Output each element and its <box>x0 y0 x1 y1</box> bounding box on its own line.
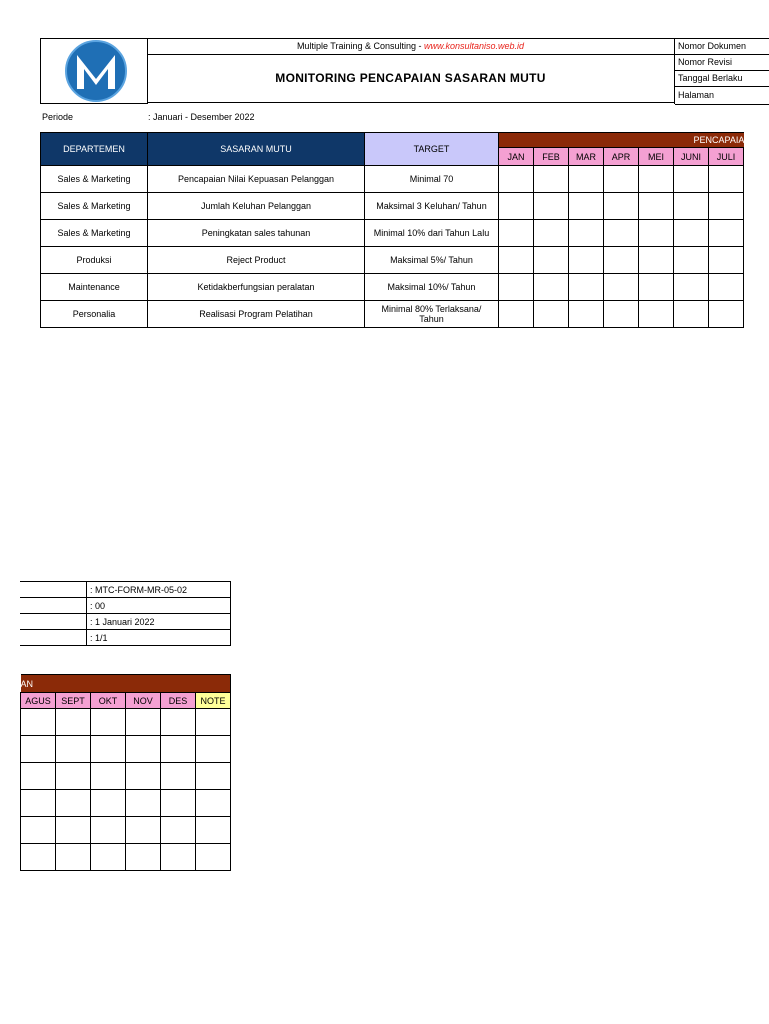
meta-blank-cell <box>20 598 87 614</box>
company-website-link[interactable]: www.konsultaniso.web.id <box>424 41 525 51</box>
cell-month-input[interactable] <box>534 220 569 247</box>
company-logo <box>40 38 148 104</box>
cell-month-input[interactable] <box>639 274 674 301</box>
cell-month-input[interactable] <box>21 736 56 763</box>
header-departemen: DEPARTEMEN <box>41 133 148 166</box>
cell-month-input[interactable] <box>126 790 161 817</box>
month-mei: MEI <box>639 148 674 166</box>
cell-month-input[interactable] <box>21 763 56 790</box>
document-title: MONITORING PENCAPAIAN SASARAN MUTU <box>147 54 674 103</box>
table-row <box>41 301 744 328</box>
month-header-row <box>21 693 231 709</box>
cell-note-input[interactable] <box>196 763 231 790</box>
cell-month-input[interactable] <box>569 301 604 328</box>
month-feb: FEB <box>534 148 569 166</box>
month-juli: JULI <box>709 148 744 166</box>
cell-month-input[interactable] <box>639 301 674 328</box>
cell-target: Maksimal 10%/ Tahun <box>365 274 499 301</box>
cell-target: Maksimal 3 Keluhan/ Tahun <box>365 193 499 220</box>
cell-note-input[interactable] <box>196 844 231 871</box>
cell-month-input[interactable] <box>709 220 744 247</box>
meta-row <box>20 614 231 630</box>
cell-month-input[interactable] <box>534 193 569 220</box>
month-nov: NOV <box>126 693 161 709</box>
cell-month-input[interactable] <box>499 247 534 274</box>
document-meta-values <box>20 581 231 646</box>
cell-month-input[interactable] <box>534 247 569 274</box>
cell-month-input[interactable] <box>534 301 569 328</box>
cell-month-input[interactable] <box>56 763 91 790</box>
table-row <box>21 709 231 736</box>
cell-sasaran: Jumlah Keluhan Pelanggan <box>148 193 365 220</box>
cell-target: Minimal 10% dari Tahun Lalu <box>365 220 499 247</box>
cell-note-input[interactable] <box>196 736 231 763</box>
cell-month-input[interactable] <box>499 274 534 301</box>
cell-month-input[interactable] <box>639 247 674 274</box>
cell-month-input[interactable] <box>674 247 709 274</box>
document-header <box>40 38 768 104</box>
cell-month-input[interactable] <box>499 193 534 220</box>
cell-target: Maksimal 5%/ Tahun <box>365 247 499 274</box>
cell-dept: Sales & Marketing <box>41 166 148 193</box>
cell-month-input[interactable] <box>161 790 196 817</box>
cell-month-input[interactable] <box>604 274 639 301</box>
cell-month-input[interactable] <box>161 736 196 763</box>
cell-month-input[interactable] <box>91 763 126 790</box>
meta-blank-cell <box>20 630 87 646</box>
meta-row <box>20 582 231 598</box>
table-row <box>21 844 231 871</box>
cell-month-input[interactable] <box>499 166 534 193</box>
logo-m-icon <box>41 39 147 103</box>
cell-month-input[interactable] <box>604 220 639 247</box>
cell-month-input[interactable] <box>639 166 674 193</box>
header-sasaran-mutu: SASARAN MUTU <box>148 133 365 166</box>
document-meta-labels <box>674 38 769 104</box>
cell-month-input[interactable] <box>604 247 639 274</box>
cell-dept: Produksi <box>41 247 148 274</box>
month-des: DES <box>161 693 196 709</box>
cell-month-input[interactable] <box>161 817 196 844</box>
table-row <box>41 274 744 301</box>
table-row <box>21 790 231 817</box>
cell-month-input[interactable] <box>126 844 161 871</box>
table-row <box>21 817 231 844</box>
cell-sasaran: Realisasi Program Pelatihan <box>148 301 365 328</box>
cell-month-input[interactable] <box>499 301 534 328</box>
month-jan: JAN <box>499 148 534 166</box>
cell-month-input[interactable] <box>709 247 744 274</box>
table-header-row <box>41 133 744 148</box>
periode-value: : Januari - Desember 2022 <box>148 112 255 122</box>
cell-month-input[interactable] <box>674 220 709 247</box>
header-pencapaian-text: PENCAPAIAN <box>693 135 751 146</box>
cell-month-input[interactable] <box>56 736 91 763</box>
monitoring-table-continued <box>20 674 231 871</box>
monitoring-table <box>40 132 751 328</box>
company-name: Multiple Training & Consulting - <box>296 41 424 51</box>
cell-month-input[interactable] <box>91 790 126 817</box>
cell-month-input[interactable] <box>639 220 674 247</box>
table-row <box>41 166 744 193</box>
cell-month-input[interactable] <box>569 220 604 247</box>
periode-label: Periode <box>42 112 74 122</box>
cell-month-input[interactable] <box>534 166 569 193</box>
cell-dept: Sales & Marketing <box>41 220 148 247</box>
cell-note-input[interactable] <box>196 709 231 736</box>
month-juni: JUNI <box>674 148 709 166</box>
cell-month-input[interactable] <box>91 709 126 736</box>
table-row <box>21 763 231 790</box>
cell-month-input[interactable] <box>126 817 161 844</box>
meta-label-nomor-dokumen: Nomor Dokumen <box>675 39 769 55</box>
cell-month-input[interactable] <box>126 763 161 790</box>
cell-month-input[interactable] <box>674 301 709 328</box>
cell-note-input[interactable] <box>196 817 231 844</box>
cell-sasaran: Reject Product <box>148 247 365 274</box>
cell-month-input[interactable] <box>569 274 604 301</box>
table-row <box>41 247 744 274</box>
cell-month-input[interactable] <box>126 736 161 763</box>
cell-month-input[interactable] <box>126 709 161 736</box>
cell-month-input[interactable] <box>709 274 744 301</box>
cell-dept: Maintenance <box>41 274 148 301</box>
cell-month-input[interactable] <box>569 193 604 220</box>
meta-value-nomor-revisi: : 00 <box>87 598 231 614</box>
cell-month-input[interactable] <box>639 193 674 220</box>
cell-month-input[interactable] <box>161 709 196 736</box>
cell-target: Minimal 80% Terlaksana/ Tahun <box>365 301 499 328</box>
cell-sasaran: Peningkatan sales tahunan <box>148 220 365 247</box>
cell-month-input[interactable] <box>21 790 56 817</box>
cell-sasaran: Pencapaian Nilai Kepuasan Pelanggan <box>148 166 365 193</box>
cell-month-input[interactable] <box>604 301 639 328</box>
month-apr: APR <box>604 148 639 166</box>
cell-month-input[interactable] <box>21 709 56 736</box>
cell-month-input[interactable] <box>161 763 196 790</box>
cell-month-input[interactable] <box>21 844 56 871</box>
company-line <box>147 38 674 55</box>
cell-month-input[interactable] <box>161 844 196 871</box>
meta-blank-cell <box>20 582 87 598</box>
cell-dept: Personalia <box>41 301 148 328</box>
cell-month-input[interactable] <box>91 844 126 871</box>
cell-month-input[interactable] <box>534 274 569 301</box>
header-pencapaian <box>499 133 751 148</box>
header-note: NOTE <box>196 693 231 709</box>
pencapaian-tail-row <box>21 675 231 693</box>
meta-label-halaman: Halaman <box>675 87 769 105</box>
cell-month-input[interactable] <box>56 817 91 844</box>
cell-month-input[interactable] <box>709 166 744 193</box>
cell-month-input[interactable] <box>674 166 709 193</box>
month-okt: OKT <box>91 693 126 709</box>
table-row <box>41 220 744 247</box>
cell-sasaran: Ketidakberfungsian peralatan <box>148 274 365 301</box>
header-target: TARGET <box>365 133 499 166</box>
table-row <box>41 193 744 220</box>
cell-month-input[interactable] <box>56 844 91 871</box>
cell-month-input[interactable] <box>21 817 56 844</box>
month-mar: MAR <box>569 148 604 166</box>
meta-row <box>20 630 231 646</box>
meta-label-nomor-revisi: Nomor Revisi <box>675 55 769 71</box>
meta-blank-cell <box>20 614 87 630</box>
cell-dept: Sales & Marketing <box>41 193 148 220</box>
cell-month-input[interactable] <box>569 247 604 274</box>
cell-month-input[interactable] <box>56 790 91 817</box>
table-row <box>21 736 231 763</box>
cell-month-input[interactable] <box>709 193 744 220</box>
meta-value-halaman: : 1/1 <box>87 630 231 646</box>
cell-note-input[interactable] <box>196 790 231 817</box>
cell-target: Minimal 70 <box>365 166 499 193</box>
cell-month-input[interactable] <box>604 193 639 220</box>
meta-value-nomor-dokumen: : MTC-FORM-MR-05-02 <box>87 582 231 598</box>
cell-month-input[interactable] <box>56 709 91 736</box>
cell-month-input[interactable] <box>674 193 709 220</box>
header-pencapaian-tail: AN <box>21 675 231 693</box>
meta-value-tanggal-berlaku: : 1 Januari 2022 <box>87 614 231 630</box>
cell-month-input[interactable] <box>674 274 709 301</box>
cell-month-input[interactable] <box>604 166 639 193</box>
cell-month-input[interactable] <box>91 817 126 844</box>
month-sept: SEPT <box>56 693 91 709</box>
cell-month-input[interactable] <box>91 736 126 763</box>
meta-row <box>20 598 231 614</box>
cell-month-input[interactable] <box>499 220 534 247</box>
cell-month-input[interactable] <box>569 166 604 193</box>
month-agus: AGUS <box>21 693 56 709</box>
cell-month-input[interactable] <box>709 301 744 328</box>
meta-label-tanggal-berlaku: Tanggal Berlaku <box>675 71 769 87</box>
